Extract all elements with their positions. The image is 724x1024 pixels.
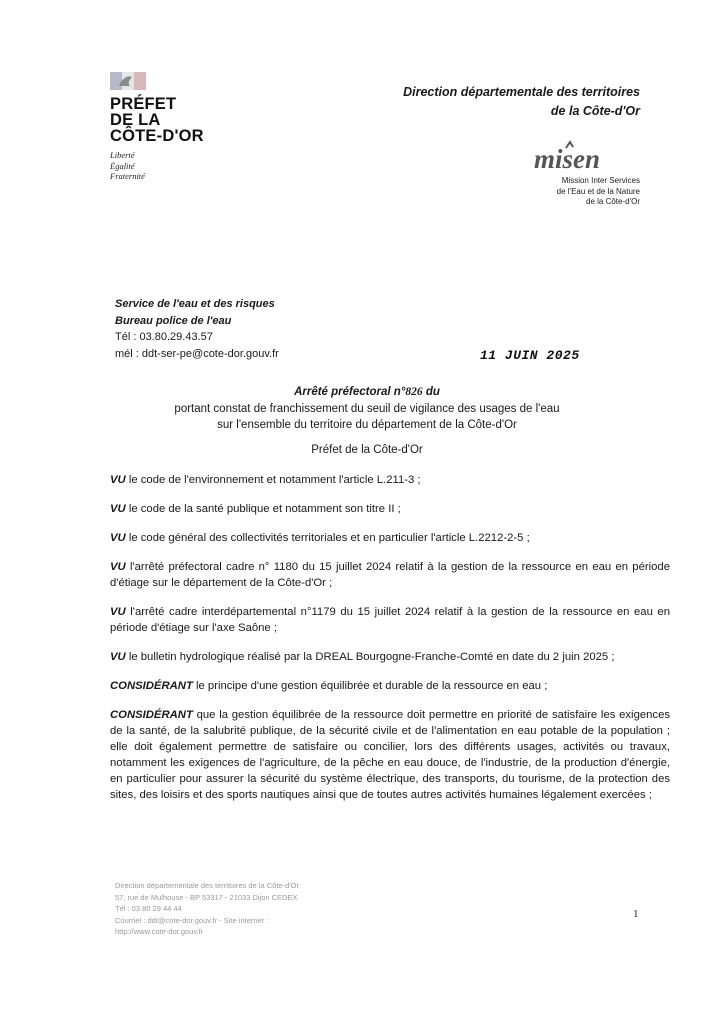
misen-caption — [505, 176, 640, 208]
prefet-title-line: PRÉFET — [110, 95, 177, 113]
clause-keyword: CONSIDÉRANT — [110, 709, 193, 721]
footer-line: Courriel : ddt@cote-dor.gouv.fr - Site internet : — [115, 915, 268, 925]
clause — [110, 678, 670, 694]
clause-keyword: VU — [110, 503, 126, 515]
direction-line: Direction départementale des territoires — [403, 85, 640, 99]
prefet-logo-block — [110, 72, 250, 182]
prefet-line: Préfet de la Côte-d'Or — [311, 444, 423, 456]
telephone: Tél : 03.80.29.43.57 — [115, 331, 213, 343]
misen-caption-line: de la Côte-d'Or — [586, 197, 640, 206]
direction-header — [403, 83, 640, 121]
clause-keyword: VU — [110, 474, 126, 486]
footer-address — [115, 880, 299, 938]
clause-text: l'arrêté préfectoral cadre n° 1180 du 15 juillet 2024 relatif à la gestion de la ressource en eau en période d'étiage sur le département de la Côte-d'Or ; — [110, 561, 670, 589]
clause-text: le principe d'une gestion équilibrée et durable de la ressource en eau ; — [192, 680, 548, 692]
footer-line: 57, rue de Mulhouse - BP 53317 - 21033 Dijon CEDEX — [115, 892, 298, 902]
clause-keyword: VU — [110, 532, 126, 544]
page-number: 1 — [633, 908, 639, 920]
footer-line: http://www.cote-dor.gouv.fr — [115, 927, 204, 936]
misen-caption-line: de l'Eau et de la Nature — [556, 186, 640, 196]
footer-line: Direction départementale des territoires de la Côte-d'Or — [115, 881, 300, 890]
clause-keyword: VU — [110, 561, 126, 573]
prefet-title — [110, 96, 250, 144]
arrete-subtitle: sur l'ensemble du territoire du département de la Côte-d'Or — [217, 419, 517, 431]
arrete-title-suffix: du — [422, 386, 440, 398]
misen-logo-icon — [526, 140, 636, 174]
clause-text: le code de la santé publique et notamment son titre II ; — [125, 503, 401, 515]
clauses-list — [110, 472, 670, 816]
clause — [110, 501, 670, 517]
arrete-title — [110, 384, 624, 434]
clause-text: l'arrêté cadre interdépartemental n°1179 du 15 juillet 2024 relatif à la gestion de la ressource en eau en période d'étiage sur l'axe Saône ; — [110, 606, 670, 634]
clause-text: que la gestion équilibrée de la ressource doit permettre en priorité de satisfaire les exigences de la santé, de la salubrité publique, de la sécurité civile et de l'alimentation en eau potable de la population ; elle doit également permettre de satisfaire ou concilier, lors des différents usages, activités ou travaux, notamment les exigences de l'agriculture, de la pêche en eau douce, de l'industrie, de la production d'énergie, en particulier pour assurer la sécurité du système électrique, des transports, du tourisme, de la protection des sites, des loisirs et des sports nautiques ainsi que de toutes autres activités humaines légalement exercées ; — [110, 709, 670, 801]
arrete-number: 826 — [405, 386, 423, 398]
direction-line: de la Côte-d'Or — [550, 104, 640, 118]
service-contact-block — [115, 296, 279, 362]
motto-line: Liberté — [110, 150, 135, 160]
clause-text: le code général des collectivités territoriales et en particulier l'article L.2212-2-5 ; — [125, 532, 530, 544]
email: mél : ddt-ser-pe@cote-dor.gouv.fr — [115, 347, 279, 360]
clause — [110, 649, 670, 665]
service-name: Service de l'eau et des risques — [115, 298, 275, 310]
misen-logo-text: misen — [534, 144, 601, 174]
date-stamp: 11 JUIN 2025 — [480, 348, 580, 363]
clause — [110, 604, 670, 636]
clause — [110, 559, 670, 591]
bureau-name: Bureau police de l'eau — [115, 314, 232, 327]
prefet-title-line: DE LA — [110, 111, 161, 129]
marianne-logo-icon — [110, 72, 146, 90]
misen-stamp — [505, 140, 640, 208]
clause — [110, 530, 670, 546]
clause-keyword: VU — [110, 606, 126, 618]
clause-keyword: VU — [110, 651, 126, 663]
clause-text: le code de l'environnement et notamment l'article L.211-3 ; — [125, 474, 421, 486]
clause-text: le bulletin hydrologique réalisé par la DREAL Bourgogne-Franche-Comté en date du 2 juin 2025 ; — [125, 651, 615, 663]
clause — [110, 707, 670, 803]
arrete-subtitle: portant constat de franchissement du seuil de vigilance des usages de l'eau — [174, 402, 560, 415]
motto-line: Fraternité — [110, 171, 145, 181]
arrete-title-prefix: Arrêté préfectoral n° — [294, 386, 406, 398]
prefet-title-line: CÔTE-D'OR — [110, 127, 204, 145]
clause — [110, 472, 670, 488]
misen-caption-line: Mission Inter Services — [561, 176, 640, 185]
clause-keyword: CONSIDÉRANT — [110, 680, 193, 692]
footer-line: Tél : 03 80 29 44 44 — [115, 904, 182, 913]
arrete-title-line — [110, 384, 624, 401]
motto-line: Égalité — [110, 160, 135, 171]
republic-motto — [110, 150, 250, 182]
